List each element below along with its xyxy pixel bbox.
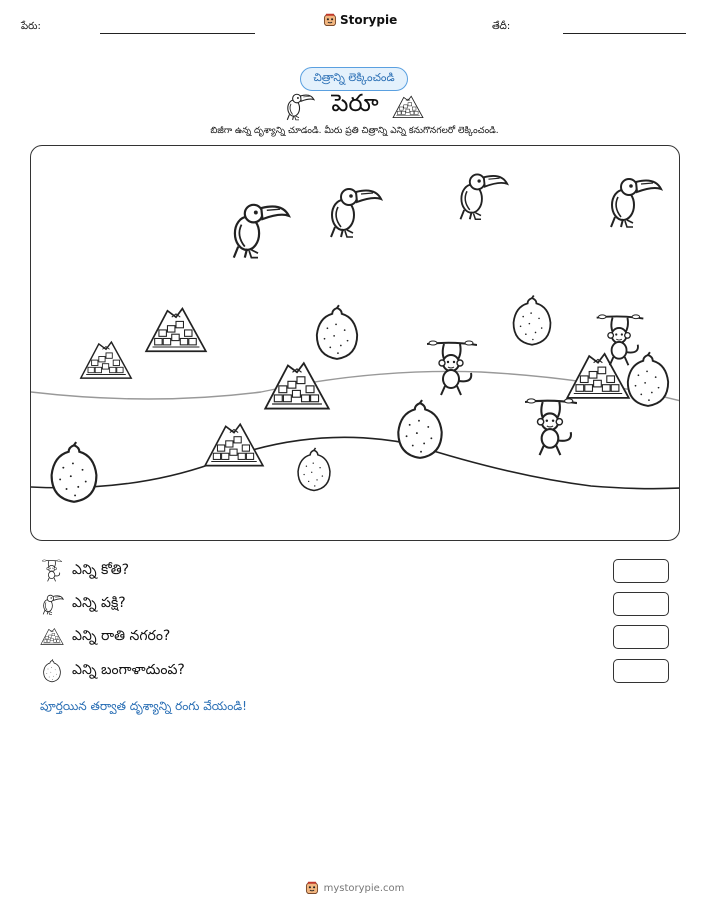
guava-icon xyxy=(393,399,447,461)
title-toucan-icon xyxy=(283,90,315,122)
question-text: ఎన్ని కోతి? xyxy=(72,561,130,578)
answer-box-bird[interactable] xyxy=(613,592,669,616)
storypie-logo-icon xyxy=(323,13,337,27)
coloring-note: పూర్తయిన తర్వాత దృశ్యాన్ని రంగు వేయండి! xyxy=(40,699,247,713)
footer-url[interactable]: mystorypie.com xyxy=(323,882,405,894)
guava-icon xyxy=(46,441,102,505)
stone-city-icon xyxy=(263,356,331,418)
guava-icon xyxy=(510,294,554,348)
question-row xyxy=(40,659,185,683)
date-label: తేదీ: xyxy=(492,21,511,32)
footer xyxy=(0,881,709,895)
monkey-icon xyxy=(427,339,477,399)
toucan-icon xyxy=(40,592,64,616)
answer-box-monkey[interactable] xyxy=(613,559,669,583)
toucan-icon xyxy=(225,196,291,262)
date-field-line[interactable] xyxy=(563,33,686,34)
answer-box-guava[interactable] xyxy=(613,659,669,683)
counting-scene xyxy=(30,145,680,541)
page-title: పెరూ xyxy=(331,89,379,117)
stone-city-icon xyxy=(203,418,265,474)
stone-city-icon xyxy=(79,336,133,386)
brand-name: Storypie xyxy=(340,13,398,27)
question-row xyxy=(40,625,170,649)
monkey-icon xyxy=(525,396,577,460)
name-label: పేరు: xyxy=(21,21,41,32)
toucan-icon xyxy=(601,171,665,231)
guava-icon xyxy=(40,659,64,683)
guava-icon xyxy=(295,444,333,496)
toucan-icon xyxy=(451,167,511,223)
toucan-icon xyxy=(320,181,386,241)
title-stone-city-icon xyxy=(392,94,424,121)
monkey-icon xyxy=(40,559,64,583)
guava-icon xyxy=(313,301,361,365)
activity-badge: చిత్రాన్ని లెక్కించండి xyxy=(300,67,408,91)
question-text: ఎన్ని పక్షి? xyxy=(72,594,126,611)
storypie-logo-icon xyxy=(305,881,319,895)
stone-city-icon xyxy=(40,625,64,649)
answer-box-stone-city[interactable] xyxy=(613,625,669,649)
question-text: ఎన్ని బంగాళాదుంప? xyxy=(72,661,185,678)
name-field-line[interactable] xyxy=(100,33,255,34)
question-row xyxy=(40,559,129,583)
monkey-icon xyxy=(595,313,645,369)
question-text: ఎన్ని రాతి నగరం? xyxy=(72,627,171,644)
instructions: బిజీగా ఉన్న దృశ్యాన్ని చూడండి. మీరు ప్రతి చిత్రాన్ని ఎన్ని కనుగొనగలరో లెక్కించండి. xyxy=(210,126,499,136)
question-row xyxy=(40,592,126,616)
brand xyxy=(323,13,397,27)
stone-city-icon xyxy=(144,303,208,359)
